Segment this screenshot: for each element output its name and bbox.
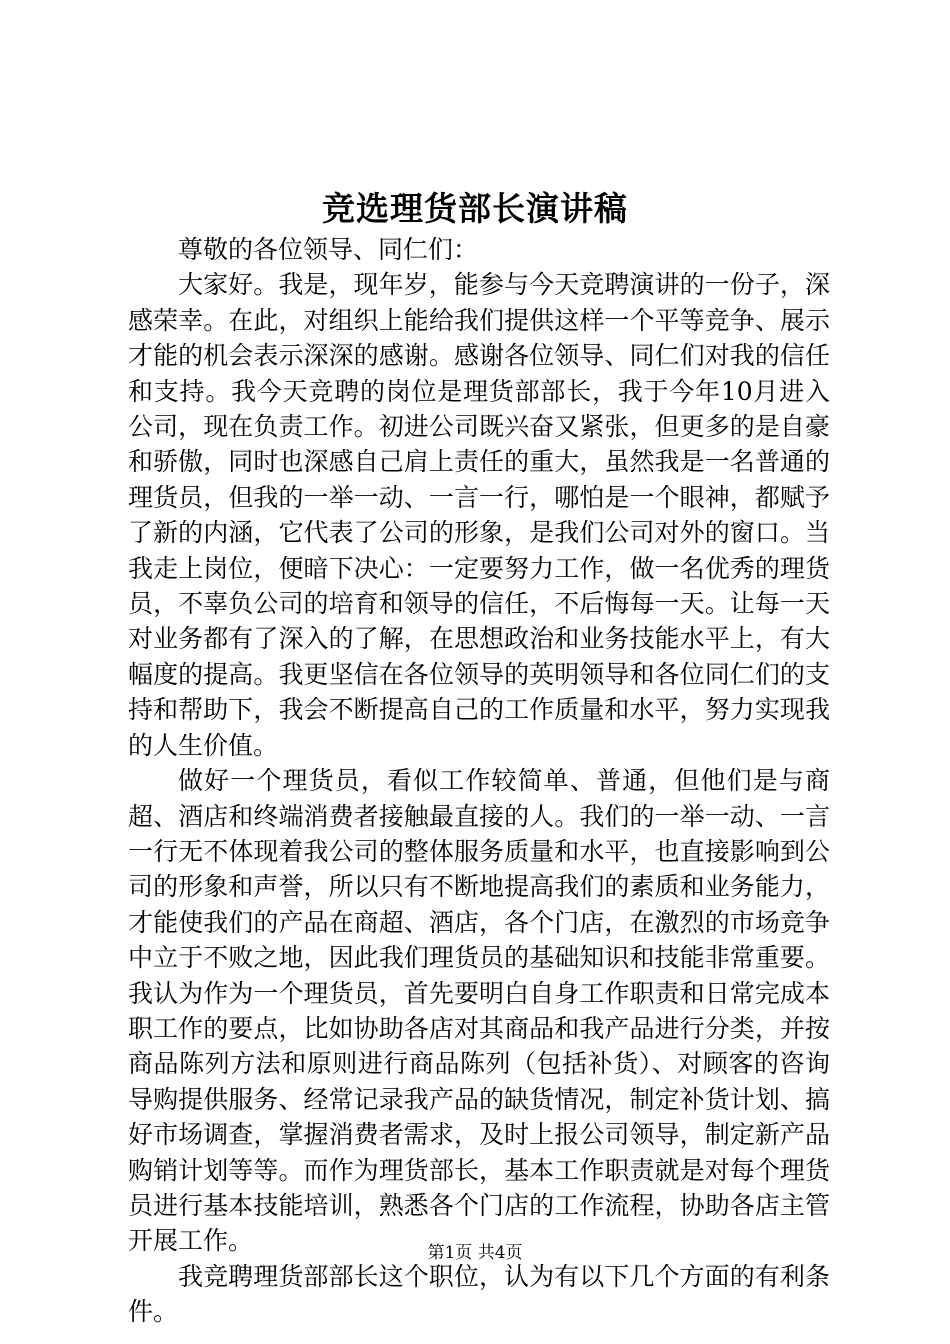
document-body <box>128 232 830 1330</box>
paragraph-2: 做好一个理货员，看似工作较简单、普通，但他们是与商超、酒店和终端消费者接触最直接的人。我们的一举一动、一言一行无不体现着我公司的整体服务质量和水平，也直接影响到公司的形象和声誉，所以只有不断地提高我们的素质和业务能力，才能使我们的产品在商超、酒店，各个门店，在激烈的市场竞争中立于不败之地，因此我们理货员的基础知识和技能非常重要。我认为作为一个理货员，首先要明白自身工作职责和日常完成本职工作的要点，比如协助各店对其商品和我产品进行分类，并按商品陈列方法和原则进行商品陈列（包括补货）、对顾客的咨询导购提供服务、经常记录我产品的缺货情况，制定补货计划、搞好市场调查，掌握消费者需求，及时上报公司领导，制定新产品购销计划等等。而作为理货部长，基本工作职责就是对每个理货员进行基本技能培训，熟悉各个门店的工作流程，协助各店主管开展工作。 <box>128 766 830 1256</box>
document-title: 竞选理货部长演讲稿 <box>322 189 628 228</box>
paragraph-3: 我竞聘理货部部长这个职位，认为有以下几个方面的有利条件。 <box>128 1261 830 1327</box>
page-footer: 第1页 共4页 <box>427 1243 523 1263</box>
salutation: 尊敬的各位领导、同仁们： <box>178 235 479 264</box>
paragraph-1: 大家好。我是，现年岁，能参与今天竞聘演讲的一份子，深感荣幸。在此，对组织上能给我们提供这样一个平等竞争、展示才能的机会表示深深的感谢。感谢各位领导、同仁们对我的信任和支持。我今天竞聘的岗位是理货部部长，我于今年10月进入公司，现在负责工作。初进公司既兴奋又紧张，但更多的是自豪和骄傲，同时也深感自己肩上责任的重大，虽然我是一名普通的理货员，但我的一举一动、一言一行，哪怕是一个眼神，都赋予了新的内涵，它代表了公司的形象，是我们公司对外的窗口。当我走上岗位，便暗下决心：一定要努力工作，做一名优秀的理货员，不辜负公司的培育和领导的信任，不后悔每一天。让每一天对业务都有了深入的了解，在思想政治和业务技能水平上，有大幅度的提高。我更坚信在各位领导的英明领导和各位同仁们的支持和帮助下，我会不断提高自己的工作质量和水平，努力实现我的人生价值。 <box>128 270 830 760</box>
